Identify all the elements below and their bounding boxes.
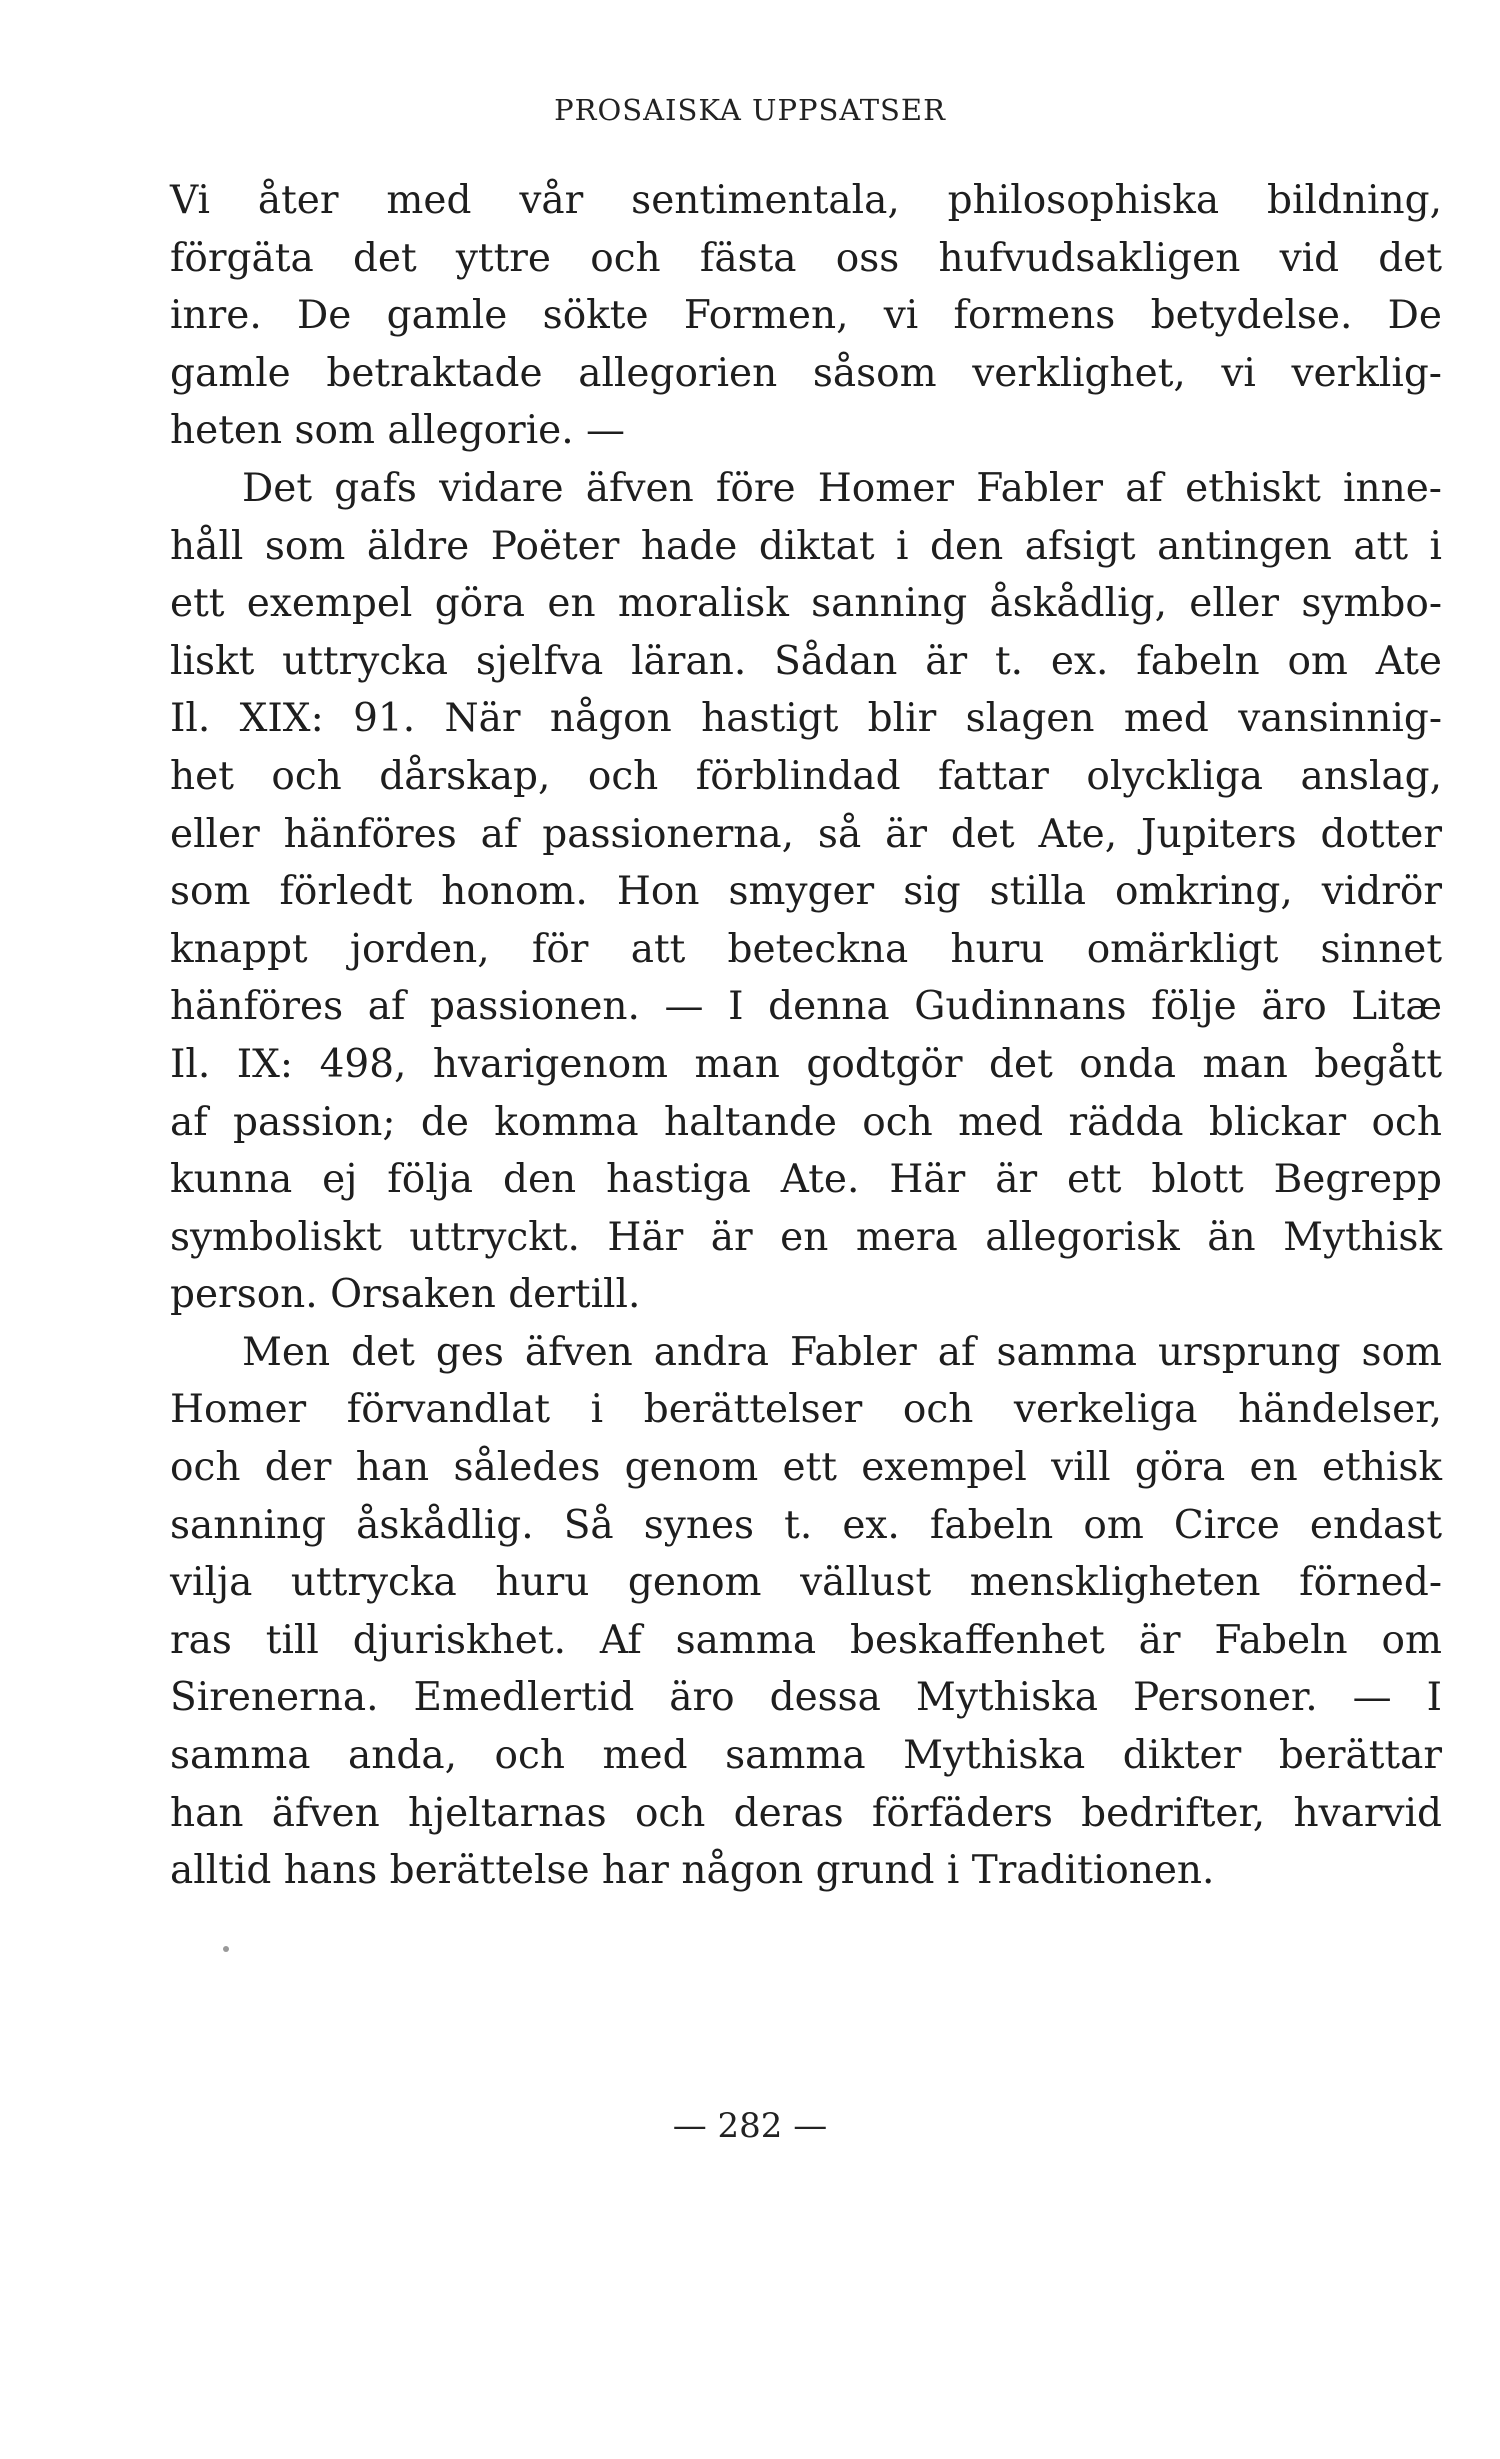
text-line: som förledt honom. Hon smyger sig stilla omkring, vidrör (170, 869, 1442, 915)
text-line: gamle betraktade allegorien såsom verklighet, vi verklig- (170, 350, 1442, 396)
text-line: het och dårskap, och förblindad fattar olyckliga anslag, (170, 753, 1442, 799)
text-line: förgäta det yttre och fästa oss hufvudsakligen vid det (170, 235, 1442, 281)
text-line: håll som äldre Poëter hade diktat i den afsigt antingen att i (170, 523, 1442, 569)
text-line: sanning åskådlig. Så synes t. ex. fabeln om Circe endast (170, 1502, 1442, 1548)
text-line: Il. IX: 498, hvarigenom man godtgör det onda man begått (170, 1041, 1442, 1087)
text-line: samma anda, och med samma Mythiska dikter berättar (170, 1733, 1442, 1779)
text-line: alltid hans berättelse har någon grund i Traditionen. (170, 1848, 1215, 1894)
text-line: eller hänföres af passionerna, så är det Ate, Jupiters dotter (170, 811, 1442, 857)
text-line: Det gafs vidare äfven före Homer Fabler af ethiskt inne- (242, 465, 1442, 511)
body-text (170, 172, 1442, 1900)
text-line: Homer förvandlat i berättelser och verkeliga händelser, (170, 1387, 1442, 1433)
text-line: liskt uttrycka sjelfva läran. Sådan är t. ex. fabeln om Ate (170, 638, 1442, 684)
text-line: inre. De gamle sökte Formen, vi formens betydelse. De (170, 293, 1442, 339)
text-line: ras till djuriskhet. Af samma beskaffenhet är Fabeln om (170, 1617, 1442, 1663)
running-header: PROSAISKA UPPSATSER (554, 93, 946, 127)
page-number: — 282 — (672, 2106, 828, 2146)
text-line: Men det ges äfven andra Fabler af samma ursprung som (242, 1329, 1442, 1375)
text-line: kunna ej följa den hastiga Ate. Här är ett blott Begrepp (170, 1157, 1442, 1203)
ink-speck (223, 1946, 229, 1952)
text-line: knappt jorden, för att beteckna huru omärkligt sinnet (170, 926, 1442, 972)
text-line: af passion; de komma haltande och med rädda blickar och (170, 1099, 1442, 1145)
text-line: han äfven hjeltarnas och deras förfäders bedrifter, hvarvid (170, 1790, 1442, 1836)
text-line: heten som allegorie. — (170, 408, 626, 454)
text-line: Vi åter med vår sentimentala, philosophiska bildning, (170, 178, 1442, 223)
text-line: hänföres af passionen. — I denna Gudinnans följe äro Litæ (170, 984, 1442, 1030)
text-line: och der han således genom ett exempel vill göra en ethisk (170, 1445, 1442, 1491)
text-line: vilja uttrycka huru genom vällust menskligheten förned- (170, 1560, 1442, 1606)
text-line: Il. XIX: 91. När någon hastigt blir slagen med vansinnig- (170, 696, 1442, 742)
text-line: ett exempel göra en moralisk sanning åskådlig, eller symbo- (170, 581, 1442, 627)
text-line: symboliskt uttryckt. Här är en mera allegorisk än Mythisk (170, 1214, 1442, 1260)
text-line: person. Orsaken dertill. (170, 1272, 641, 1318)
text-line: Sirenerna. Emedlertid äro dessa Mythiska Personer. — I (170, 1675, 1442, 1721)
